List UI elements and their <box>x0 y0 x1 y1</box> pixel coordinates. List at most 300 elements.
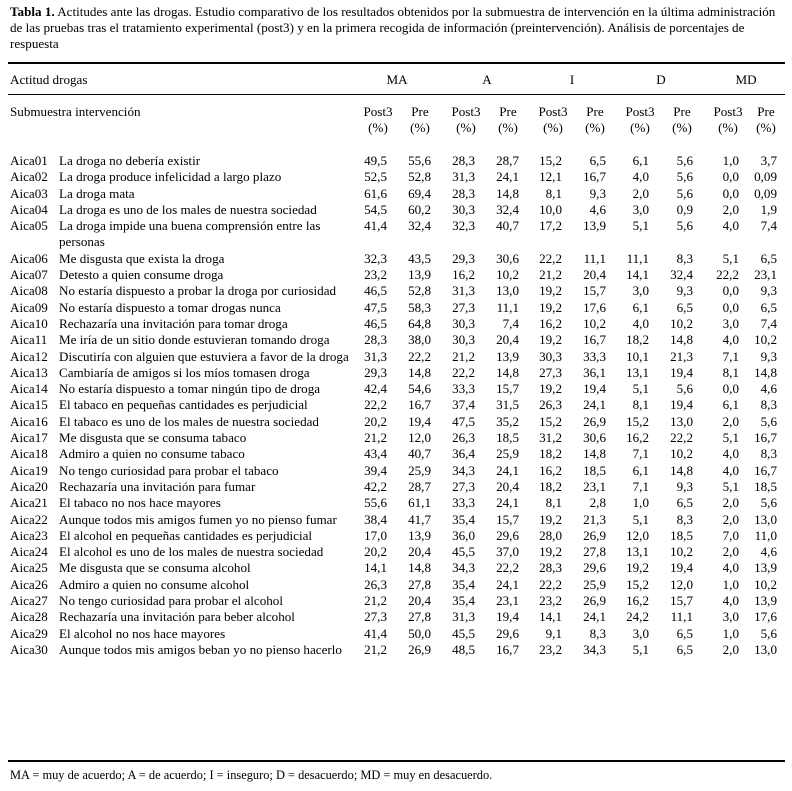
cell-md-post: 4,0 <box>722 462 739 478</box>
table-row <box>0 577 792 593</box>
cell-d-pre: 14,8 <box>670 462 693 478</box>
top-rule <box>8 62 785 64</box>
pct-post-a: (%) <box>456 120 476 135</box>
cell-a-post: 45,5 <box>452 544 475 560</box>
table-row <box>0 251 792 267</box>
cell-i-post: 16,2 <box>539 315 562 331</box>
row-description: No tengo curiosidad para probar el tabaco <box>59 462 279 478</box>
cell-i-post: 31,2 <box>539 430 562 446</box>
cell-ma-post: 20,2 <box>364 413 387 429</box>
cell-d-post: 4,0 <box>632 315 649 331</box>
cell-md-post: 8,1 <box>722 364 739 380</box>
cell-ma-pre: 55,6 <box>408 153 431 168</box>
cell-md-post: 1,0 <box>722 576 739 592</box>
cell-a-post: 22,2 <box>452 364 475 380</box>
row-code: Aica26 <box>10 576 48 592</box>
cell-d-post: 5,1 <box>632 511 649 527</box>
pre-header-a: Pre <box>499 104 517 119</box>
row-description: Me disgusta que se consuma tabaco <box>59 430 247 446</box>
table-footnote: MA = muy de acuerdo; A = de acuerdo; I = inseguro; D = desacuerdo; MD = muy en desacuerdo. <box>10 768 493 782</box>
table-row <box>0 446 792 462</box>
cell-i-post: 15,2 <box>539 413 562 429</box>
cell-ma-post: 29,3 <box>364 364 387 380</box>
cell-i-post: 21,2 <box>539 267 562 283</box>
table-row <box>0 528 792 544</box>
cell-ma-post: 39,4 <box>364 462 387 478</box>
row-description: El alcohol en pequeñas cantidades es perjudicial <box>59 527 313 543</box>
cell-d-post: 16,2 <box>626 430 649 446</box>
cell-a-post: 37,4 <box>452 397 475 413</box>
cell-md-post: 2,0 <box>722 413 739 429</box>
cell-ma-pre: 16,7 <box>408 397 431 413</box>
cell-md-pre: 13,9 <box>754 560 777 576</box>
cell-md-post: 2,0 <box>722 544 739 560</box>
cell-a-pre: 10,2 <box>496 267 519 283</box>
group-header-md: MD <box>735 72 757 87</box>
cell-md-post: 6,1 <box>722 397 739 413</box>
row-code: Aica28 <box>10 609 48 625</box>
table-row <box>0 186 792 202</box>
cell-md-pre: 5,6 <box>760 413 777 429</box>
cell-a-post: 36,4 <box>452 446 475 462</box>
cell-md-post: 4,0 <box>722 446 739 462</box>
cell-a-pre: 35,2 <box>496 413 519 429</box>
table-row <box>0 560 792 576</box>
cell-a-pre: 16,7 <box>496 641 519 657</box>
cell-i-pre: 29,6 <box>583 560 606 576</box>
cell-ma-pre: 61,1 <box>408 495 431 511</box>
row-code: Aica02 <box>10 169 48 185</box>
cell-md-post: 2,0 <box>722 511 739 527</box>
cell-ma-pre: 20,4 <box>408 593 431 609</box>
row-description: Cambiaría de amigos si los míos tomasen droga <box>59 364 310 380</box>
cell-d-post: 3,0 <box>632 283 649 299</box>
cell-md-pre: 9,3 <box>760 283 777 299</box>
post-header-md: Post3 <box>713 104 743 119</box>
row-code: Aica21 <box>10 495 48 511</box>
cell-ma-post: 23,2 <box>364 267 387 283</box>
cell-i-pre: 34,3 <box>583 641 606 657</box>
cell-a-pre: 37,0 <box>496 544 519 560</box>
cell-a-pre: 13,9 <box>496 348 519 364</box>
cell-md-pre: 4,6 <box>760 381 777 397</box>
cell-i-post: 19,2 <box>539 299 562 315</box>
cell-md-pre: 17,6 <box>754 609 777 625</box>
cell-a-pre: 13,0 <box>496 283 519 299</box>
pct-post-i: (%) <box>543 120 563 135</box>
group-header-a: A <box>482 72 492 87</box>
cell-md-pre: 6,5 <box>760 299 777 315</box>
cell-a-post: 35,4 <box>452 593 475 609</box>
pre-header-d: Pre <box>673 104 691 119</box>
cell-i-pre: 10,2 <box>583 315 606 331</box>
row-code: Aica17 <box>10 430 48 446</box>
cell-md-pre: 3,7 <box>760 153 777 168</box>
pre-header-md: Pre <box>757 104 775 119</box>
cell-i-post: 28,3 <box>539 560 562 576</box>
cell-d-pre: 10,2 <box>670 446 693 462</box>
cell-md-pre: 0,09 <box>754 169 777 185</box>
cell-d-post: 6,1 <box>632 462 649 478</box>
cell-md-post: 4,0 <box>722 218 739 234</box>
cell-ma-pre: 41,7 <box>408 511 431 527</box>
cell-a-pre: 20,4 <box>496 478 519 494</box>
cell-i-post: 19,2 <box>539 283 562 299</box>
cell-md-pre: 5,6 <box>760 625 777 641</box>
cell-md-post: 5,1 <box>722 430 739 446</box>
table-row <box>0 365 792 381</box>
cell-md-post: 2,0 <box>722 201 739 217</box>
row-description: Rechazaría una invitación para tomar droga <box>59 315 288 331</box>
cell-ma-post: 20,2 <box>364 544 387 560</box>
cell-ma-post: 21,2 <box>364 430 387 446</box>
cell-i-pre: 16,7 <box>583 169 606 185</box>
row-code: Aica22 <box>10 511 48 527</box>
cell-i-pre: 16,7 <box>583 332 606 348</box>
cell-md-post: 2,0 <box>722 641 739 657</box>
cell-d-post: 14,1 <box>626 267 649 283</box>
group-header-d: D <box>656 72 666 87</box>
cell-d-pre: 5,6 <box>676 169 693 185</box>
cell-d-pre: 9,3 <box>676 478 693 494</box>
pct-pre-ma: (%) <box>410 120 430 135</box>
cell-ma-post: 49,5 <box>364 153 387 168</box>
cell-a-post: 27,3 <box>452 299 475 315</box>
header-sub-label: Submuestra intervención <box>10 104 141 119</box>
cell-ma-post: 31,3 <box>364 348 387 364</box>
cell-d-pre: 8,3 <box>676 250 693 266</box>
cell-d-pre: 9,3 <box>676 283 693 299</box>
cell-i-pre: 23,1 <box>583 478 606 494</box>
cell-d-post: 5,1 <box>632 381 649 397</box>
cell-a-pre: 28,7 <box>496 153 519 168</box>
cell-i-pre: 24,1 <box>583 397 606 413</box>
cell-d-pre: 0,9 <box>676 201 693 217</box>
cell-a-pre: 29,6 <box>496 625 519 641</box>
cell-md-post: 0,0 <box>722 283 739 299</box>
row-code: Aica23 <box>10 527 48 543</box>
cell-ma-pre: 26,9 <box>408 641 431 657</box>
cell-md-post: 0,0 <box>722 299 739 315</box>
cell-md-pre: 18,5 <box>754 478 777 494</box>
cell-ma-post: 41,4 <box>364 625 387 641</box>
cell-i-post: 26,3 <box>539 397 562 413</box>
row-code: Aica27 <box>10 593 48 609</box>
row-description: Admiro a quien no consume alcohol <box>59 576 250 592</box>
cell-i-pre: 9,3 <box>589 185 606 201</box>
table-row <box>0 495 792 511</box>
cell-a-pre: 40,7 <box>496 218 519 234</box>
table-row <box>0 463 792 479</box>
table-row <box>0 414 792 430</box>
cell-md-post: 0,0 <box>722 381 739 397</box>
cell-ma-pre: 12,0 <box>408 430 431 446</box>
cell-a-post: 33,3 <box>452 495 475 511</box>
cell-a-post: 32,3 <box>452 218 475 234</box>
cell-d-pre: 19,4 <box>670 397 693 413</box>
cell-ma-post: 61,6 <box>364 185 387 201</box>
cell-i-post: 19,2 <box>539 381 562 397</box>
pct-post-d: (%) <box>630 120 650 135</box>
cell-ma-post: 38,4 <box>364 511 387 527</box>
cell-d-post: 11,1 <box>626 250 649 266</box>
table-row <box>0 316 792 332</box>
cell-d-post: 7,1 <box>632 446 649 462</box>
cell-i-pre: 30,6 <box>583 430 606 446</box>
cell-ma-pre: 40,7 <box>408 446 431 462</box>
table-row <box>0 349 792 365</box>
cell-a-pre: 18,5 <box>496 430 519 446</box>
cell-i-post: 14,1 <box>539 609 562 625</box>
table-row <box>0 169 792 185</box>
cell-ma-pre: 19,4 <box>408 413 431 429</box>
cell-a-post: 21,2 <box>452 348 475 364</box>
cell-a-post: 45,5 <box>452 625 475 641</box>
cell-a-pre: 7,4 <box>502 315 519 331</box>
cell-a-post: 47,5 <box>452 413 475 429</box>
cell-i-post: 17,2 <box>539 218 562 234</box>
cell-d-post: 3,0 <box>632 625 649 641</box>
table-row <box>0 332 792 348</box>
post-header-ma: Post3 <box>363 104 393 119</box>
table-row <box>0 218 792 251</box>
table-row <box>0 609 792 625</box>
cell-i-post: 15,2 <box>539 153 562 168</box>
cell-a-post: 48,5 <box>452 641 475 657</box>
cell-a-pre: 29,6 <box>496 527 519 543</box>
row-code: Aica19 <box>10 462 48 478</box>
row-code: Aica12 <box>10 348 48 364</box>
cell-d-post: 3,0 <box>632 201 649 217</box>
cell-md-post: 1,0 <box>722 625 739 641</box>
row-description: Admiro a quien no consume tabaco <box>59 446 245 462</box>
cell-md-pre: 6,5 <box>760 250 777 266</box>
row-description: Rechazaría una invitación para beber alcohol <box>59 609 295 625</box>
cell-i-post: 10,0 <box>539 201 562 217</box>
cell-d-pre: 6,5 <box>676 495 693 511</box>
cell-md-post: 7,0 <box>722 527 739 543</box>
cell-ma-post: 55,6 <box>364 495 387 511</box>
bottom-rule <box>8 760 785 762</box>
cell-ma-post: 17,0 <box>364 527 387 543</box>
cell-md-post: 22,2 <box>716 267 739 283</box>
cell-a-pre: 32,4 <box>496 201 519 217</box>
cell-i-pre: 18,5 <box>583 462 606 478</box>
cell-d-post: 16,2 <box>626 593 649 609</box>
cell-md-pre: 13,0 <box>754 511 777 527</box>
cell-ma-pre: 14,8 <box>408 364 431 380</box>
row-description: No estaría dispuesto a probar la droga por curiosidad <box>59 283 337 299</box>
table-row <box>0 544 792 560</box>
cell-a-pre: 24,1 <box>496 576 519 592</box>
cell-md-post: 5,1 <box>722 478 739 494</box>
cell-a-post: 30,3 <box>452 315 475 331</box>
cell-a-post: 34,3 <box>452 560 475 576</box>
cell-d-post: 19,2 <box>626 560 649 576</box>
cell-ma-post: 22,2 <box>364 397 387 413</box>
cell-md-post: 3,0 <box>722 609 739 625</box>
cell-ma-pre: 13,9 <box>408 527 431 543</box>
row-code: Aica14 <box>10 381 48 397</box>
header-col-label: Actitud drogas <box>10 72 88 87</box>
row-description: No estaría dispuesto a tomar ningún tipo de droga <box>59 381 321 397</box>
cell-i-post: 30,3 <box>539 348 562 364</box>
cell-d-post: 15,2 <box>626 413 649 429</box>
row-description: Me disgusta que se consuma alcohol <box>59 560 251 576</box>
cell-d-pre: 19,4 <box>670 364 693 380</box>
cell-ma-post: 42,4 <box>364 381 387 397</box>
cell-d-pre: 15,7 <box>670 593 693 609</box>
cell-md-pre: 1,9 <box>760 201 777 217</box>
row-code: Aica04 <box>10 201 48 217</box>
cell-md-post: 4,0 <box>722 560 739 576</box>
cell-a-post: 35,4 <box>452 511 475 527</box>
cell-d-post: 2,0 <box>632 185 649 201</box>
row-code: Aica24 <box>10 544 48 560</box>
cell-ma-post: 21,2 <box>364 593 387 609</box>
cell-ma-pre: 27,8 <box>408 609 431 625</box>
cell-i-post: 12,1 <box>539 169 562 185</box>
cell-d-pre: 13,0 <box>670 413 693 429</box>
cell-md-post: 0,0 <box>722 185 739 201</box>
cell-ma-post: 47,5 <box>364 299 387 315</box>
pre-header-i: Pre <box>586 104 604 119</box>
caption-label: Tabla 1. <box>10 4 55 19</box>
cell-d-post: 18,2 <box>626 332 649 348</box>
cell-a-post: 31,3 <box>452 169 475 185</box>
cell-i-pre: 26,9 <box>583 527 606 543</box>
row-code: Aica10 <box>10 315 48 331</box>
cell-a-post: 29,3 <box>452 250 475 266</box>
cell-i-post: 8,1 <box>545 495 562 511</box>
cell-md-pre: 13,9 <box>754 593 777 609</box>
row-code: Aica09 <box>10 299 48 315</box>
table-caption <box>10 4 782 53</box>
cell-ma-pre: 27,8 <box>408 576 431 592</box>
cell-i-post: 19,2 <box>539 511 562 527</box>
cell-a-pre: 19,4 <box>496 609 519 625</box>
cell-i-pre: 11,1 <box>583 250 606 266</box>
post-header-a: Post3 <box>451 104 481 119</box>
cell-ma-pre: 52,8 <box>408 283 431 299</box>
cell-d-pre: 11,1 <box>670 609 693 625</box>
cell-i-pre: 14,8 <box>583 446 606 462</box>
pct-post-md: (%) <box>718 120 738 135</box>
cell-ma-post: 21,2 <box>364 641 387 657</box>
cell-i-post: 23,2 <box>539 593 562 609</box>
cell-d-pre: 19,4 <box>670 560 693 576</box>
cell-md-pre: 16,7 <box>754 462 777 478</box>
cell-i-pre: 26,9 <box>583 413 606 429</box>
cell-d-pre: 21,3 <box>670 348 693 364</box>
cell-ma-pre: 38,0 <box>408 332 431 348</box>
cell-d-pre: 14,8 <box>670 332 693 348</box>
cell-d-post: 5,1 <box>632 218 649 234</box>
cell-i-post: 22,2 <box>539 250 562 266</box>
cell-i-post: 18,2 <box>539 478 562 494</box>
cell-a-pre: 15,7 <box>496 511 519 527</box>
table-row <box>0 512 792 528</box>
row-code: Aica03 <box>10 185 48 201</box>
cell-i-pre: 21,3 <box>583 511 606 527</box>
cell-i-pre: 33,3 <box>583 348 606 364</box>
row-description: La droga impide una buena comprensión entre las personas <box>59 218 321 250</box>
cell-ma-pre: 60,2 <box>408 201 431 217</box>
cell-md-post: 0,0 <box>722 169 739 185</box>
cell-i-pre: 26,9 <box>583 593 606 609</box>
cell-ma-pre: 13,9 <box>408 267 431 283</box>
row-code: Aica05 <box>10 218 48 234</box>
cell-i-post: 16,2 <box>539 462 562 478</box>
cell-ma-pre: 50,0 <box>408 625 431 641</box>
row-description: Detesto a quien consume droga <box>59 267 224 283</box>
caption-text: Actitudes ante las drogas. Estudio comparativo de los resultados obtenidos por la submuestra de intervención en la última administración de las pruebas tras el tratamiento experimental (post3) y en la primera recogida de información (preintervención). Análisis de porcentajes de respuesta <box>10 4 776 52</box>
cell-ma-post: 14,1 <box>364 560 387 576</box>
group-header-i: I <box>569 72 575 87</box>
cell-a-pre: 24,1 <box>496 169 519 185</box>
cell-ma-post: 26,3 <box>364 576 387 592</box>
cell-ma-post: 41,4 <box>364 218 387 234</box>
cell-i-post: 8,1 <box>545 185 562 201</box>
row-description: No tengo curiosidad para probar el alcohol <box>59 593 283 609</box>
cell-d-post: 6,1 <box>632 153 649 168</box>
cell-a-pre: 24,1 <box>496 495 519 511</box>
cell-ma-post: 32,3 <box>364 250 387 266</box>
cell-d-pre: 5,6 <box>676 185 693 201</box>
cell-i-pre: 2,8 <box>589 495 606 511</box>
cell-d-pre: 22,2 <box>670 430 693 446</box>
cell-md-pre: 13,0 <box>754 641 777 657</box>
cell-md-pre: 14,8 <box>754 364 777 380</box>
table-row <box>0 593 792 609</box>
row-description: La droga es uno de los males de nuestra sociedad <box>59 201 317 217</box>
cell-d-post: 5,1 <box>632 641 649 657</box>
cell-md-pre: 7,4 <box>760 218 777 234</box>
cell-ma-pre: 58,3 <box>408 299 431 315</box>
cell-i-post: 22,2 <box>539 576 562 592</box>
row-code: Aica18 <box>10 446 48 462</box>
cell-i-pre: 6,5 <box>589 153 606 168</box>
cell-i-post: 27,3 <box>539 364 562 380</box>
row-description: El alcohol no nos hace mayores <box>59 625 226 641</box>
table-row <box>0 202 792 218</box>
pct-pre-i: (%) <box>585 120 605 135</box>
cell-i-pre: 25,9 <box>583 576 606 592</box>
row-description: La droga no debería existir <box>59 153 201 168</box>
cell-d-post: 12,0 <box>626 527 649 543</box>
cell-d-post: 10,1 <box>626 348 649 364</box>
cell-md-pre: 8,3 <box>760 446 777 462</box>
cell-a-pre: 11,1 <box>496 299 519 315</box>
cell-a-post: 33,3 <box>452 381 475 397</box>
row-description: Aunque todos mis amigos fumen yo no pienso fumar <box>59 511 337 527</box>
cell-a-post: 16,2 <box>452 267 475 283</box>
row-code: Aica13 <box>10 364 48 380</box>
row-code: Aica25 <box>10 560 48 576</box>
cell-d-pre: 5,6 <box>676 218 693 234</box>
row-code: Aica16 <box>10 413 48 429</box>
row-code: Aica30 <box>10 641 48 657</box>
group-header-ma: MA <box>386 72 408 87</box>
cell-i-pre: 13,9 <box>583 218 606 234</box>
row-code: Aica11 <box>10 332 48 348</box>
cell-d-pre: 5,6 <box>676 381 693 397</box>
table-row <box>0 642 792 658</box>
header-rule <box>8 94 785 95</box>
row-description: Discutiría con alguien que estuviera a favor de la droga <box>59 348 349 364</box>
post-header-d: Post3 <box>625 104 655 119</box>
cell-d-post: 7,1 <box>632 478 649 494</box>
